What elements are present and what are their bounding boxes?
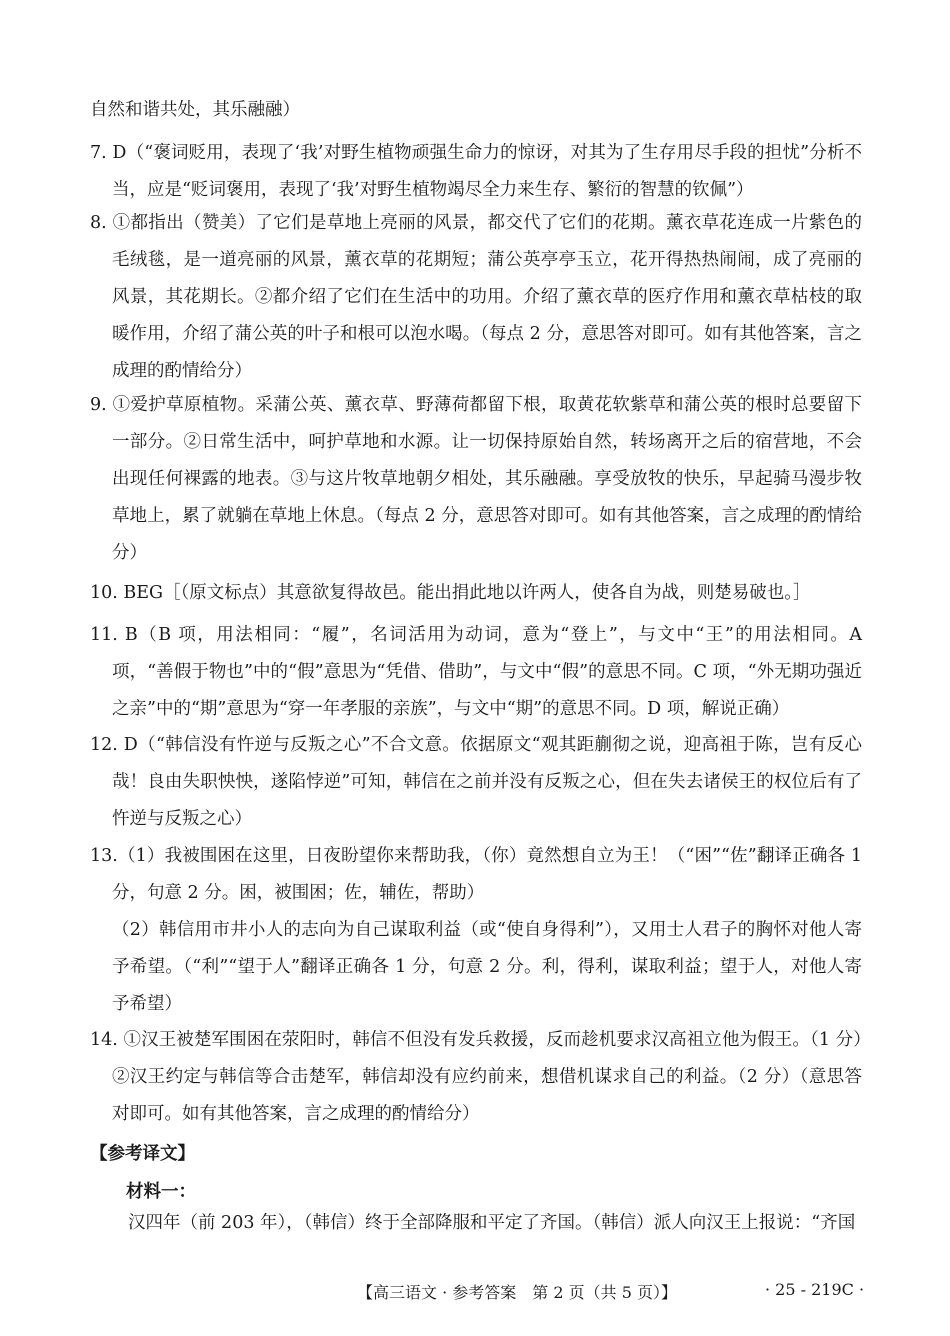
answer-12: 12. D（“韩信没有忤逆与反叛之心”不合文意。依据原文“观其距蒯彻之说，迎高祖于陈，岂有反心哉！良由失职怏怏，遂陷悖逆”可知，韩信在之前并没有反叛之心，但在失去诸侯王的权位后有了忤逆与反叛之心） (90, 735, 862, 829)
answer-13-part-2: （2）韩信用市井小人的志向为自己谋取利益（或“使自身得利”），又用士人君子的胸怀对他人寄予希望。（“利”“望于人”翻译正确各 1 分，句意 2 分。利，得利，谋取利益；望于人，对他人寄予希望） (112, 920, 862, 1014)
footer-page-info: 【高三语文 · 参考答案 第 2 页（共 5 页）】 (357, 1283, 677, 1302)
answer-14: 14. ①汉王被楚军围困在荥阳时，韩信不但没有发兵救援，反而趁机要求汉高祖立他为假王。（1 分）②汉王约定与韩信等合击楚军，韩信却没有应约前来，想借机谋求自己的利益。（2 分）（意思答对即可。如有其他答案，言之成理的酌情给分） (90, 1030, 862, 1124)
answer-7: 7. D（“褒词贬用，表现了‘我’对野生植物顽强生命力的惊讶，对其为了生存用尽手段的担忧”分析不当，应是“贬词褒用，表现了‘我’对野生植物竭尽全力来生存、繁衍的智慧的钦佩”） (90, 143, 862, 200)
reference-translation-heading: 【参考译文】 (90, 1144, 195, 1164)
paragraph-continuation: 自然和谐共处，其乐融融） (90, 100, 300, 120)
answer-13-part-1: 13.（1）我被围困在这里，日夜盼望你来帮助我，（你）竟然想自立为王！（“困”“佐”翻译正确各 1 分，句意 2 分。困，被围困；佐，辅佐，帮助） (90, 846, 862, 903)
material-one-heading: 材料一： (126, 1182, 196, 1202)
translation-body: 汉四年（前 203 年），（韩信）终于全部降服和平定了齐国。（韩信）派人向汉王上报说：“齐国 (128, 1213, 856, 1233)
answer-10: 10. BEG［（原文标点）其意欲复得故邑。能出捐此地以许两人，使各自为战，则楚易破也。］ (90, 583, 811, 603)
answer-8: 8. ①都指出（赞美）了它们是草地上亮丽的风景，都交代了它们的花期。薰衣草花连成一片紫色的毛绒毯，是一道亮丽的风景，薰衣草的花期短；蒲公英亭亭玉立，花开得热热闹闹，成了亮丽的风景，其花期长。②都介绍了它们在生活中的功用。介绍了薰衣草的医疗作用和薰衣草枯枝的取暖作用，介绍了蒲公英的叶子和根可以泡水喝。（每点 2 分，意思答对即可。如有其他答案，言之成理的酌情给分） (90, 213, 862, 381)
answer-11: 11. B（B 项，用法相同：“履”，名词活用为动词，意为“登上”，与文中“王”的用法相同。A 项，“善假于物也”中的“假”意思为“凭借、借助”，与文中“假”的意思不同。C 项，“外无期功强近之亲”中的“期”意思为“穿一年孝服的亲族”，与文中“期”的意思不同。D 项，解说正确） (90, 625, 862, 719)
footer-code: · 25 - 219C · (765, 1280, 865, 1299)
answer-9: 9. ①爱护草原植物。采蒲公英、薰衣草、野薄荷都留下根，取黄花软紫草和蒲公英的根时总要留下一部分。②日常生活中，呵护草地和水源。让一切保持原始自然，转场离开之后的宿营地，不会出现任何裸露的地表。③与这片牧草地朝夕相处，其乐融融。享受放牧的快乐，早起骑马漫步牧草地上，累了就躺在草地上休息。（每点 2 分，意思答对即可。如有其他答案，言之成理的酌情给分） (90, 395, 862, 563)
